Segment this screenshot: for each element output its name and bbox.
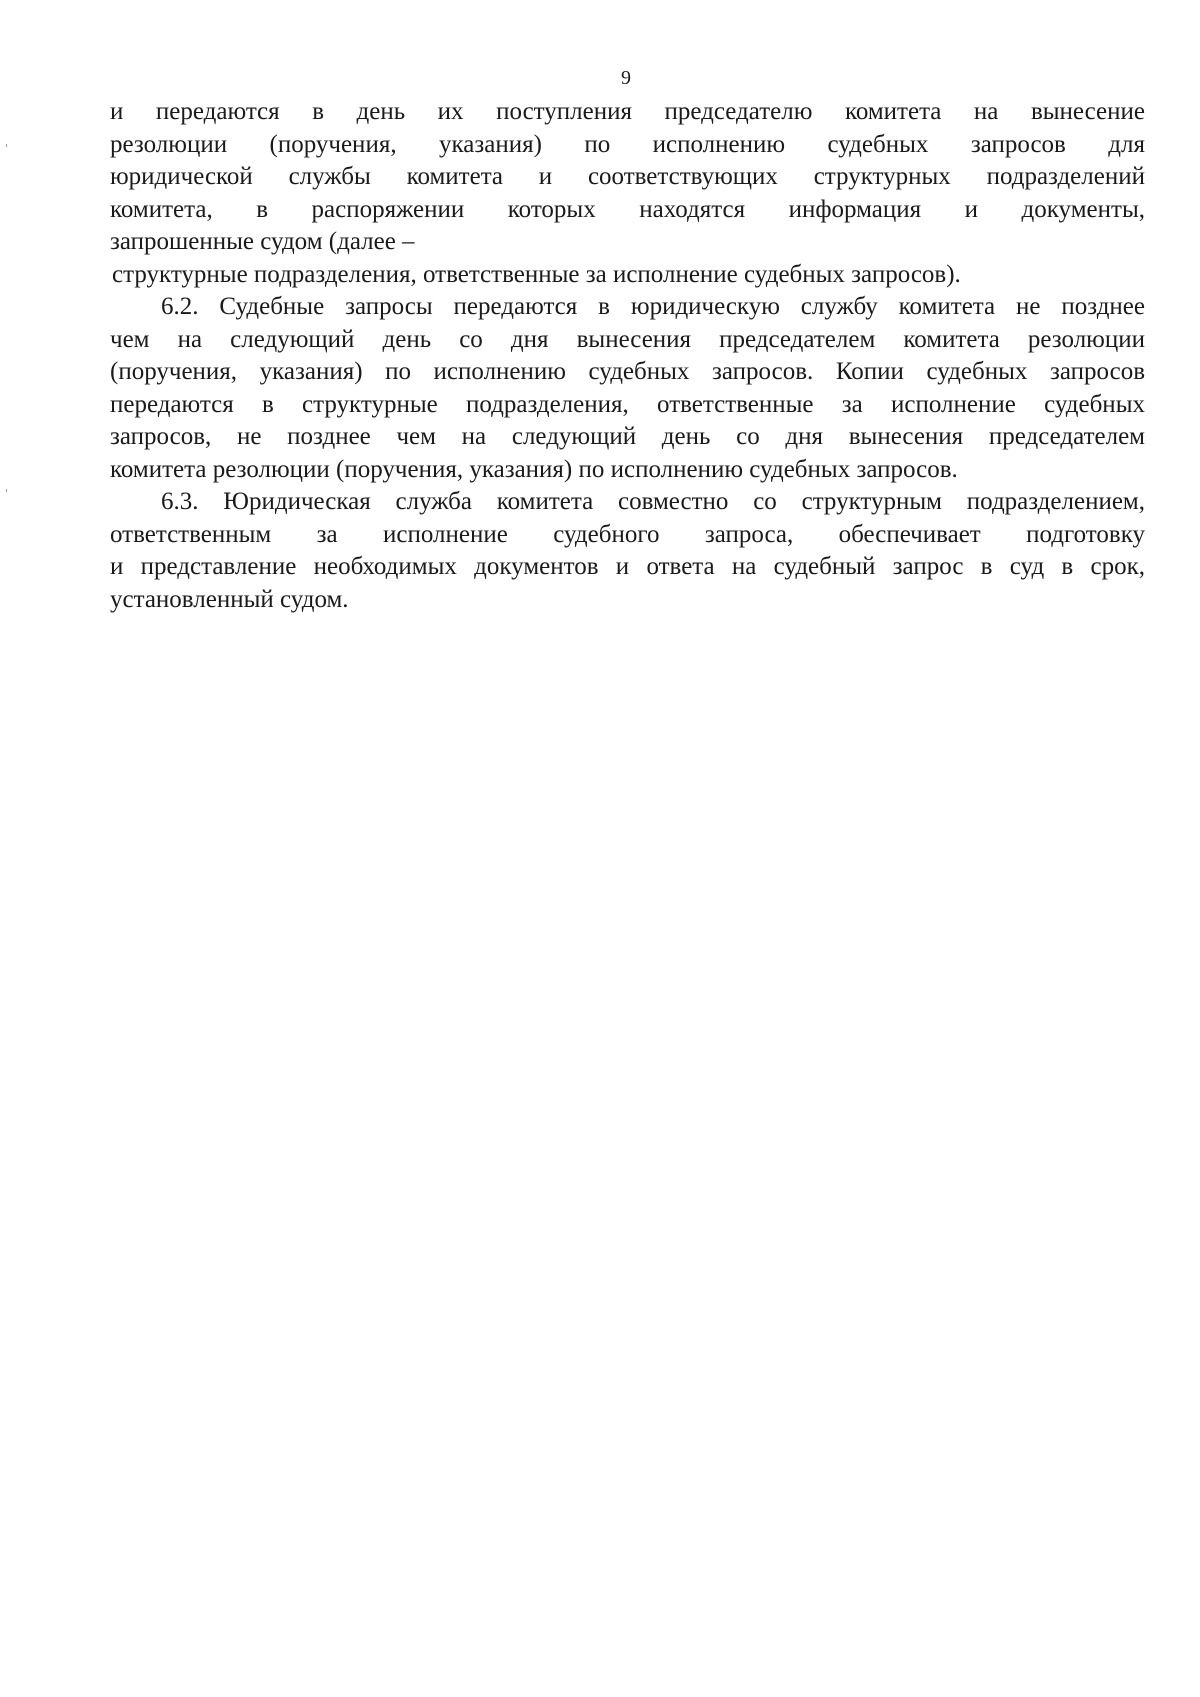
text-line: чем на следующий день со дня вынесения председателем комитета резолюции xyxy=(110,325,1145,353)
text-line: юридической службы комитета и соответствующих структурных подразделений xyxy=(110,163,1145,190)
text-line: запрошенные судом (далее – xyxy=(110,228,415,255)
paragraph-6-2 xyxy=(110,291,1145,486)
text-line: ответственным за исполнение судебного запроса, обеспечивает подготовку xyxy=(110,520,1145,548)
scan-margin-mark xyxy=(6,144,7,147)
text-line: 6.2. Судебные запросы передаются в юридическую службу комитета не позднее xyxy=(161,293,1145,320)
page-number: 9 xyxy=(621,67,631,89)
text-line: и представление необходимых документов и ответа на судебный запрос в суд в срок, xyxy=(110,553,1145,580)
paragraph-continued xyxy=(110,96,1145,291)
text-line: комитета, в распоряжении которых находятся информация и документы, xyxy=(110,195,1145,223)
paragraph-6-3 xyxy=(110,486,1145,616)
text-line: комитета резолюции (поручения, указания) по исполнению судебных запросов. xyxy=(110,455,958,483)
document-body xyxy=(110,96,1145,616)
text-line: 6.3. Юридическая служба комитета совместно со структурным подразделением, xyxy=(161,488,1145,515)
text-line: и передаются в день их поступления председателю комитета на вынесение xyxy=(110,98,1145,125)
scan-margin-mark xyxy=(6,489,7,492)
text-line: передаются в структурные подразделения, ответственные за исполнение судебных xyxy=(110,390,1145,418)
text-line: установленный судом. xyxy=(110,585,349,613)
text-line: резолюции (поручения, указания) по исполнению судебных запросов для xyxy=(110,130,1145,158)
text-line: запросов, не позднее чем на следующий день со дня вынесения председателем xyxy=(110,423,1145,450)
text-line: структурные подразделения, ответственные за исполнение судебных запросов). xyxy=(112,260,961,288)
text-line: (поручения, указания) по исполнению судебных запросов. Копии судебных запросов xyxy=(110,358,1145,385)
